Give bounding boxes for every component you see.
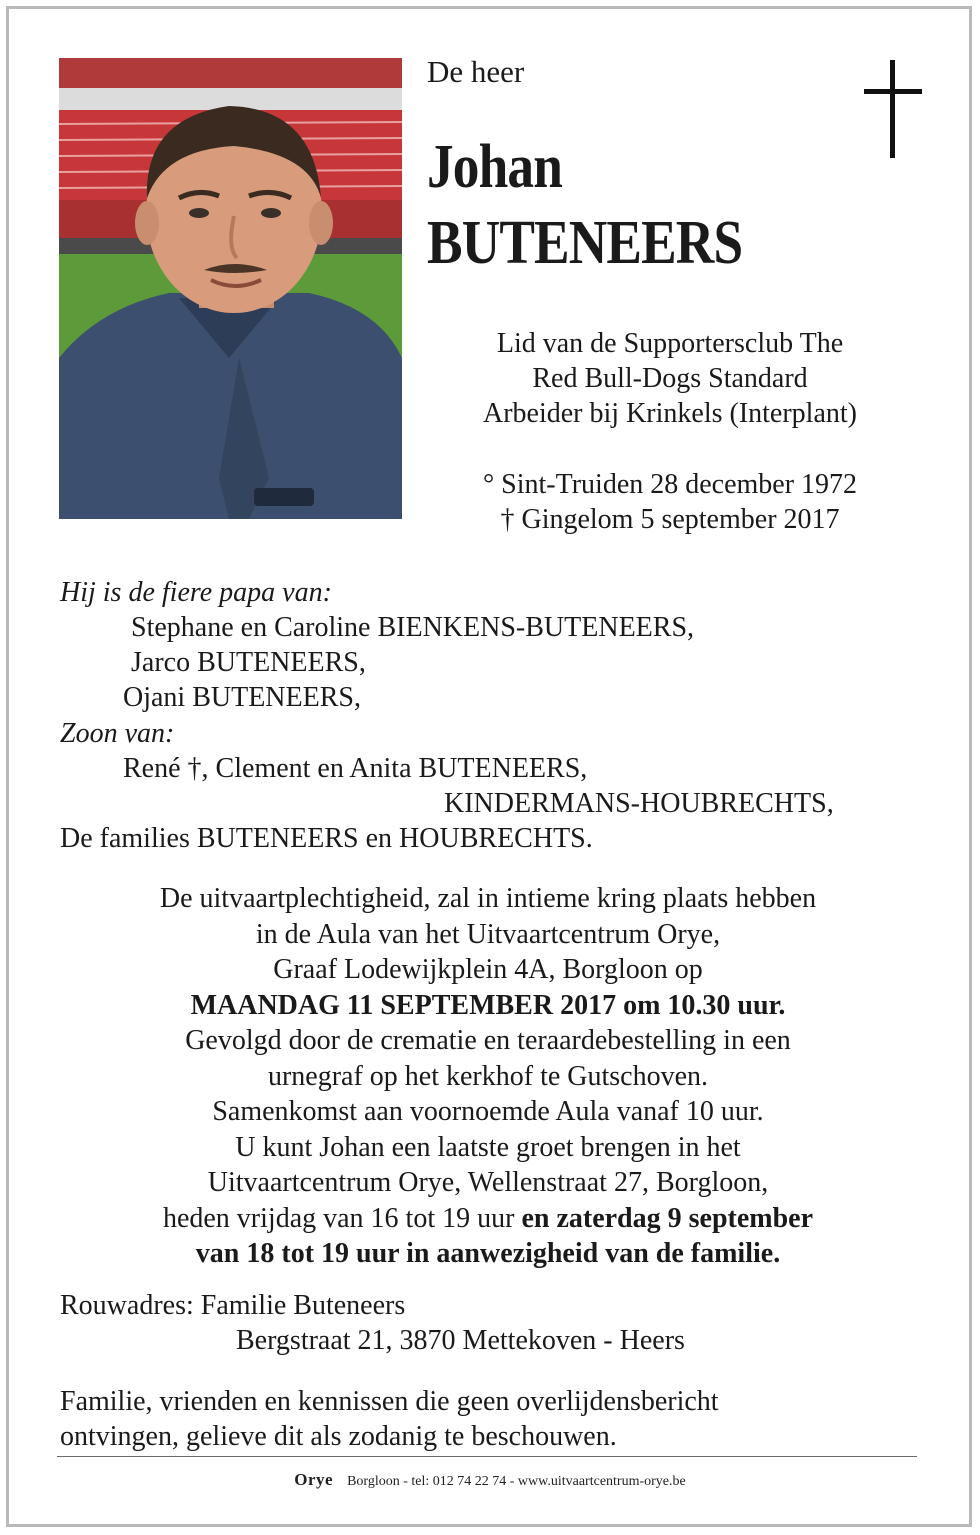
- service-line: Graaf Lodewijkplein 4A, Borgloon op: [273, 954, 703, 985]
- address-street: Bergstraat 21, 3870 Mettekoven - Heers: [236, 1325, 685, 1356]
- closing-line: Familie, vrienden en kennissen die geen overlijdensbericht: [60, 1386, 719, 1417]
- parents-line: René †, Clement en Anita BUTENEERS,: [123, 753, 588, 784]
- portrait-photo: [59, 58, 402, 519]
- honorific-title: De heer: [427, 54, 525, 89]
- closing-line: ontvingen, gelieve dit als zodanig te beschouwen.: [60, 1421, 617, 1452]
- funeral-home-logo: Orye: [294, 1470, 334, 1489]
- dates-block: [420, 467, 920, 537]
- service-line: Samenkomst aan voornoemde Aula vanaf 10 uur.: [212, 1096, 764, 1127]
- visiting-hours-bold: en zaterdag 9 september: [521, 1202, 814, 1234]
- bio-line: Lid van de Supportersclub The: [496, 328, 844, 359]
- birth-line: ° Sint-Truiden 28 december 1972: [482, 469, 858, 500]
- footer: [0, 1470, 980, 1490]
- visiting-hours-bold-line: van 18 tot 19 uur in aanwezigheid van de familie.: [195, 1238, 781, 1269]
- bio-line: Red Bull-Dogs Standard: [532, 363, 808, 394]
- father-of-label: Hij is de fiere papa van:: [60, 577, 332, 608]
- visiting-hours-regular: heden vrijdag van 16 tot 19 uur: [162, 1202, 522, 1234]
- deceased-last-name: BUTENEERS: [427, 209, 743, 277]
- bio-block: [420, 326, 920, 431]
- address-label: Rouwadres: Familie Buteneers: [60, 1290, 406, 1321]
- bio-line: Arbeider bij Krinkels (Interplant): [483, 398, 857, 429]
- parents-line: KINDERMANS-HOUBRECHTS,: [444, 788, 834, 819]
- child-line: Jarco BUTENEERS,: [131, 647, 366, 678]
- visiting-hours-line: [55, 1201, 921, 1237]
- service-line: Gevolgd door de crematie en teraardebestelling in een: [185, 1025, 791, 1056]
- service-date: MAANDAG 11 SEPTEMBER 2017 om 10.30 uur.: [190, 989, 786, 1021]
- death-line: † Gingelom 5 september 2017: [500, 504, 840, 535]
- son-of-label: Zoon van:: [60, 718, 175, 749]
- service-line: Uitvaartcentrum Orye, Wellenstraat 27, Borgloon,: [207, 1167, 769, 1198]
- portrait-illustration: [59, 58, 402, 519]
- service-block: [55, 881, 921, 1272]
- service-line: urnegraf op het kerkhof te Gutschoven.: [267, 1060, 709, 1092]
- footer-contact: Borgloon - tel: 012 74 22 74 - www.uitvaartcentrum-orye.be: [347, 1474, 686, 1489]
- deceased-first-name: Johan: [427, 133, 562, 201]
- service-line: in de Aula van het Uitvaartcentrum Orye,: [255, 918, 721, 950]
- cross-icon: [864, 60, 922, 158]
- child-line: Stephane en Caroline BIENKENS-BUTENEERS,: [131, 612, 695, 643]
- child-line: Ojani BUTENEERS,: [123, 682, 361, 713]
- families-line: De families BUTENEERS en HOUBRECHTS.: [60, 823, 593, 854]
- footer-divider: [57, 1456, 917, 1457]
- service-line: U kunt Johan een laatste groet brengen in het: [235, 1131, 741, 1163]
- service-line: De uitvaartplechtigheid, zal in intieme kring plaats hebben: [159, 883, 817, 914]
